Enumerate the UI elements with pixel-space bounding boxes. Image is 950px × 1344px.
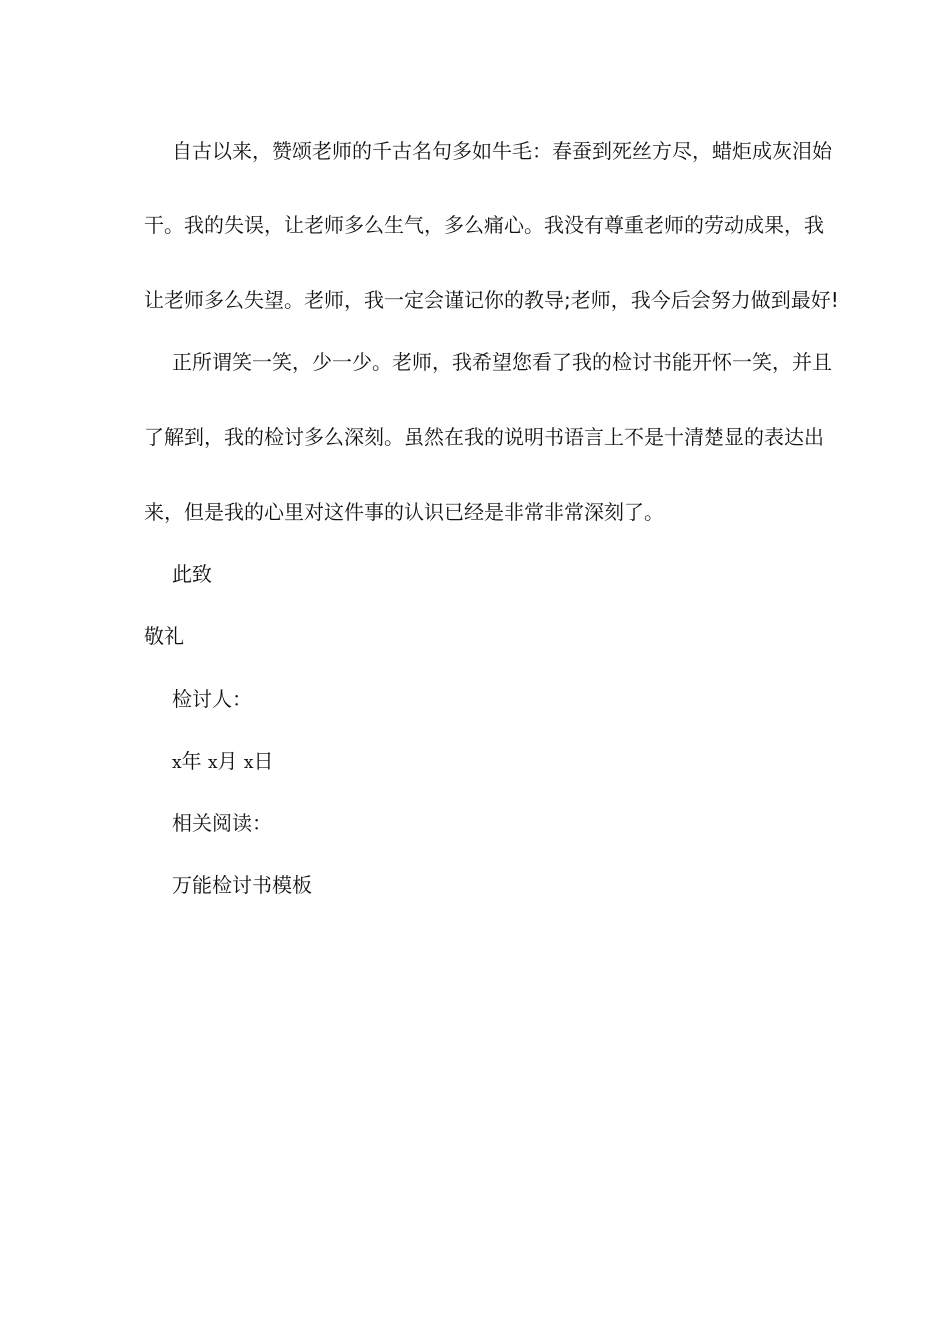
date-day-unit: 日 bbox=[253, 749, 274, 773]
paragraph2-line1: 正所谓笑一笑，少一少。老师，我希望您看了我的检讨书能开怀一笑，并且 bbox=[172, 350, 832, 374]
signer-label: 检讨人： bbox=[172, 687, 252, 711]
date-month-placeholder: x bbox=[207, 753, 218, 773]
related-reading-link[interactable]: 万能检讨书模板 bbox=[172, 873, 312, 897]
related-reading-label: 相关阅读： bbox=[172, 811, 272, 835]
paragraph2-line3: 来，但是我的心里对这件事的认识已经是非常非常深刻了。 bbox=[144, 500, 664, 524]
date-day-placeholder: x bbox=[243, 753, 254, 773]
paragraph1-line2: 干。我的失误，让老师多么生气，多么痛心。我没有尊重老师的劳动成果，我 bbox=[144, 213, 824, 237]
date-year-unit: 年 bbox=[181, 749, 202, 773]
date-line bbox=[172, 748, 274, 776]
date-year-placeholder: x bbox=[172, 753, 182, 773]
salutation-jing-li: 敬礼 bbox=[144, 624, 184, 648]
paragraph1-line1: 自古以来，赞颂老师的千古名句多如牛毛：春蚕到死丝方尽，蜡炬成灰泪始 bbox=[172, 139, 832, 163]
salutation-ci-zhi: 此致 bbox=[172, 562, 212, 586]
date-month-unit: 月 bbox=[217, 749, 238, 773]
paragraph2-line2: 了解到，我的检讨多么深刻。虽然在我的说明书语言上不是十清楚显的表达出 bbox=[144, 425, 824, 449]
paragraph1-line3: 让老师多么失望。老师，我一定会谨记你的教导;老师，我今后会努力做到最好! bbox=[144, 288, 839, 312]
